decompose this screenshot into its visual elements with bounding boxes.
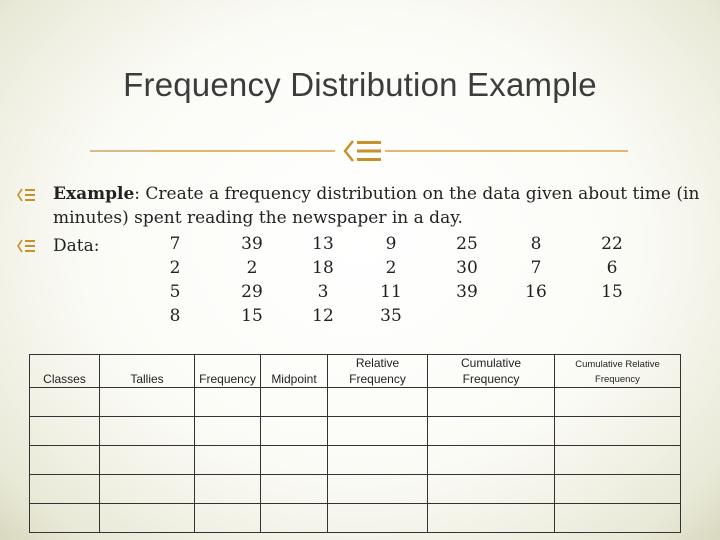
table-cell (428, 446, 555, 475)
data-value: 2 (246, 258, 258, 278)
table-row (30, 446, 681, 475)
header-line-2: Frequency (595, 374, 640, 385)
data-label: Data: (53, 236, 100, 256)
frequency-table (29, 354, 681, 533)
table-cell (261, 504, 328, 533)
table-body (30, 388, 681, 533)
example-label: Example (53, 184, 135, 204)
header-line-1: Relative (355, 356, 400, 370)
table-cell (328, 504, 428, 533)
data-value: 2 (385, 258, 397, 278)
data-value: 15 (241, 306, 263, 326)
table-cell (328, 446, 428, 475)
table-cell (195, 417, 261, 446)
header-line-2: Frequency (349, 372, 406, 386)
table-cell (195, 475, 261, 504)
data-value: 5 (169, 282, 181, 302)
table-cell (30, 504, 100, 533)
table-cell (261, 417, 328, 446)
table-cell (555, 446, 681, 475)
data-value: 2 (169, 258, 181, 278)
table-cell (100, 417, 195, 446)
table-cell (328, 475, 428, 504)
table-cell (30, 446, 100, 475)
data-value: 13 (312, 234, 334, 254)
table-header-cell (261, 355, 328, 388)
data-value: 39 (241, 234, 263, 254)
table-row (30, 388, 681, 417)
header-line-2: Midpoint (271, 372, 317, 386)
data-value: 22 (601, 234, 623, 254)
data-value: 25 (456, 234, 478, 254)
table-header-cell (328, 355, 428, 388)
table-cell (30, 388, 100, 417)
data-value: 12 (312, 306, 334, 326)
table-header-cell (428, 355, 555, 388)
table-cell (328, 417, 428, 446)
data-value: 18 (312, 258, 334, 278)
header-line-2: Tallies (130, 372, 164, 386)
data-value: 6 (606, 258, 618, 278)
table-row (30, 417, 681, 446)
table-header-cell (195, 355, 261, 388)
data-value: 11 (380, 282, 402, 302)
table-cell (555, 475, 681, 504)
table-cell (261, 475, 328, 504)
list-bullet-icon (345, 141, 381, 161)
header-line-1: Cumulative (460, 356, 522, 370)
table-cell (261, 388, 328, 417)
table-cell (30, 417, 100, 446)
table-cell (100, 475, 195, 504)
header-line-2: Classes (43, 372, 86, 386)
table-header-cell (555, 355, 681, 388)
table-cell (428, 417, 555, 446)
table-cell (555, 417, 681, 446)
data-value: 7 (169, 234, 181, 254)
table-cell (428, 475, 555, 504)
header-line-1: Cumulative Relative (575, 359, 660, 370)
table-cell (100, 388, 195, 417)
bullet-list-icon (17, 187, 35, 203)
table-cell (100, 504, 195, 533)
data-value: 3 (317, 282, 329, 302)
table-header-cell (30, 355, 100, 388)
table-row (30, 504, 681, 533)
data-value: 30 (456, 258, 478, 278)
data-value: 39 (456, 282, 478, 302)
header-line-2: Frequency (199, 372, 256, 386)
data-value: 29 (241, 282, 263, 302)
table-cell (195, 446, 261, 475)
table-header-cell (100, 355, 195, 388)
slide-title: Frequency Distribution Example (123, 66, 597, 103)
data-value: 15 (601, 282, 623, 302)
table-cell (100, 446, 195, 475)
table-cell (195, 504, 261, 533)
table-cell (328, 388, 428, 417)
table-row (30, 475, 681, 504)
data-value: 9 (385, 234, 397, 254)
table-cell (428, 388, 555, 417)
example-text: : Create a frequency distribution on the data given about time (in (134, 184, 700, 204)
data-value: 7 (530, 258, 542, 278)
table-cell (555, 504, 681, 533)
data-value: 16 (525, 282, 547, 302)
title-divider (90, 128, 630, 172)
table-header-row (30, 355, 681, 388)
table-cell (195, 388, 261, 417)
header-line-2: Frequency (462, 372, 520, 386)
table-cell (30, 475, 100, 504)
data-value: 35 (380, 306, 402, 326)
example-line-1 (53, 182, 699, 206)
bullet-list-icon (17, 238, 35, 254)
example-line-2: minutes) spent reading the newspaper in a day. (53, 208, 463, 228)
table-cell (261, 446, 328, 475)
data-value: 8 (169, 306, 181, 326)
data-value: 8 (530, 234, 542, 254)
table-cell (555, 388, 681, 417)
table-cell (428, 504, 555, 533)
